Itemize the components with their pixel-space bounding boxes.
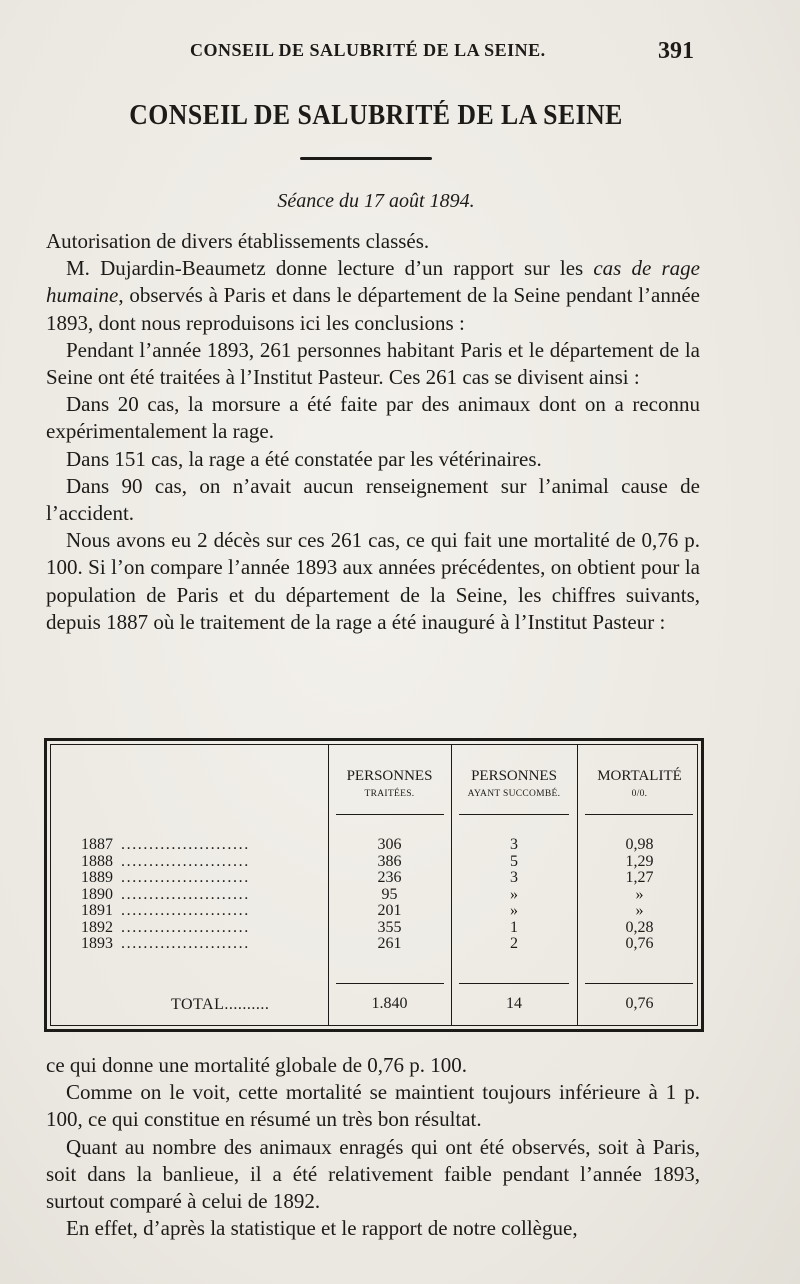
row-year: 1888	[81, 852, 113, 870]
leader-dots: .......................	[121, 918, 250, 936]
running-head	[0, 40, 800, 72]
paragraph-segment: M. Dujardin-Beaumetz donne lecture d’un rapport sur les	[66, 256, 594, 281]
row-treated: 355	[377, 918, 402, 936]
row-year: 1889	[81, 869, 113, 886]
row-died: 3	[510, 869, 518, 886]
total-rule	[336, 983, 444, 984]
row-year: 1891	[81, 902, 113, 919]
row-year: 1890	[81, 885, 113, 903]
row-died: »	[510, 885, 518, 903]
total-label: TOTAL..........	[171, 996, 270, 1013]
page-number: 391	[658, 38, 694, 64]
paragraph: Pendant l’année 1893, 261 personnes habitant Paris et le département de la Seine ont été traitées à l’Institut Pasteur. Ces 261 cas se divisent ainsi :	[46, 337, 700, 390]
row-mortality: 1,27	[625, 869, 654, 886]
column-header-sub: TRAITÉES.	[364, 789, 415, 799]
running-head-title: CONSEIL DE SALUBRITÉ DE LA SEINE.	[190, 40, 546, 60]
row-mortality: »	[635, 885, 644, 903]
paragraph: Quant au nombre des animaux enragés qui ont été observés, soit à Paris, soit dans la banlieue, il a été relativement faible pendant l’année 1893, surtout comparé à celui de 1892.	[46, 1134, 700, 1214]
title-divider	[300, 157, 432, 160]
header-rule	[336, 814, 444, 815]
column-header-mortality	[577, 767, 702, 803]
row-mortality: 0,76	[625, 935, 654, 952]
text-block-after-table	[46, 1052, 700, 1242]
row-mortality: 1,29	[625, 852, 654, 870]
paragraph: Nous avons eu 2 décès sur ces 261 cas, ce qui fait une mortalité de 0,76 p. 100. Si l’on compare l’année 1893 aux années précédentes, on obtient pour la population de Paris et du département de la Seine, les chiffres suivants, depuis 1887 où le traitement de la rage a été inauguré à l’Institut Pasteur :	[46, 528, 700, 634]
text-block-before-table	[46, 228, 700, 636]
paragraph: Dans 20 cas, la morsure a été faite par des animaux dont on a reconnu expérimentalement la rage.	[46, 392, 700, 444]
paragraph: En effet, d’après la statistique et le rapport de notre collègue,	[66, 1216, 578, 1241]
leader-dots: .......................	[121, 935, 250, 952]
column-header-main: PERSONNES	[471, 768, 557, 784]
rabies-statistics-table	[44, 738, 704, 1032]
total-mortality: 0,76	[625, 995, 654, 1012]
leader-dots: .......................	[121, 885, 250, 903]
row-year: 1887	[81, 836, 113, 853]
row-mortality: 0,98	[625, 836, 654, 853]
leader-dots: .......................	[121, 852, 250, 870]
page-title: CONSEIL DE SALUBRITÉ DE LA SEINE	[129, 100, 623, 131]
column-header-treated	[328, 767, 451, 803]
column-header-main: PERSONNES	[346, 768, 433, 784]
row-treated: 95	[381, 885, 398, 903]
paragraph: Comme on le voit, cette mortalité se maintient toujours inférieure à 1 p. 100, ce qui constitue en résumé un très bon résultat.	[46, 1080, 700, 1132]
row-year: 1892	[81, 918, 113, 936]
leader-dots: .......................	[121, 902, 250, 919]
total-died: 14	[506, 995, 522, 1012]
paragraph: Dans 151 cas, la rage a été constatée par les vétérinaires.	[66, 446, 542, 471]
paragraph-segment: , observés à Paris et dans le département de la Seine pendant l’année 1893, dont nous reproduisons ici les conclusions :	[46, 283, 700, 335]
row-treated: 306	[377, 836, 402, 853]
column-header-died	[451, 767, 577, 803]
total-treated: 1.840	[371, 995, 408, 1012]
row-died: 2	[510, 935, 518, 952]
header-rule	[585, 814, 693, 815]
row-year: 1893	[81, 935, 113, 952]
row-died: 1	[510, 918, 518, 936]
session-date: Séance du 17 août 1894.	[277, 190, 475, 212]
paragraph: Dans 90 cas, on n’avait aucun renseignement sur l’animal cause de l’accident.	[46, 473, 700, 526]
total-rule	[585, 983, 693, 984]
row-treated: 386	[377, 852, 402, 870]
row-died: »	[510, 902, 518, 919]
row-treated: 201	[377, 902, 402, 919]
column-header-sub: 0/0.	[631, 789, 648, 799]
paragraph	[46, 255, 700, 337]
row-treated: 236	[377, 869, 402, 886]
column-header-main: MORTALITÉ	[597, 768, 682, 784]
total-rule	[459, 983, 569, 984]
paragraph-italic-segment: cas de rage humaine	[46, 256, 700, 308]
leader-dots: .......................	[121, 836, 250, 853]
column-header-sub: AYANT SUCCOMBÉ.	[467, 789, 561, 799]
row-treated: 261	[377, 935, 402, 952]
table-inner-border	[50, 744, 698, 1026]
header-rule	[459, 814, 569, 815]
paragraph: Autorisation de divers établissements classés.	[46, 229, 430, 253]
row-died: 5	[510, 852, 518, 870]
row-mortality: 0,28	[625, 918, 654, 936]
row-mortality: »	[635, 902, 644, 919]
row-died: 3	[510, 836, 518, 853]
leader-dots: .......................	[121, 869, 250, 886]
paragraph: ce qui donne une mortalité globale de 0,76 p. 100.	[46, 1053, 468, 1077]
total-label-text: TOTAL	[171, 996, 225, 1013]
